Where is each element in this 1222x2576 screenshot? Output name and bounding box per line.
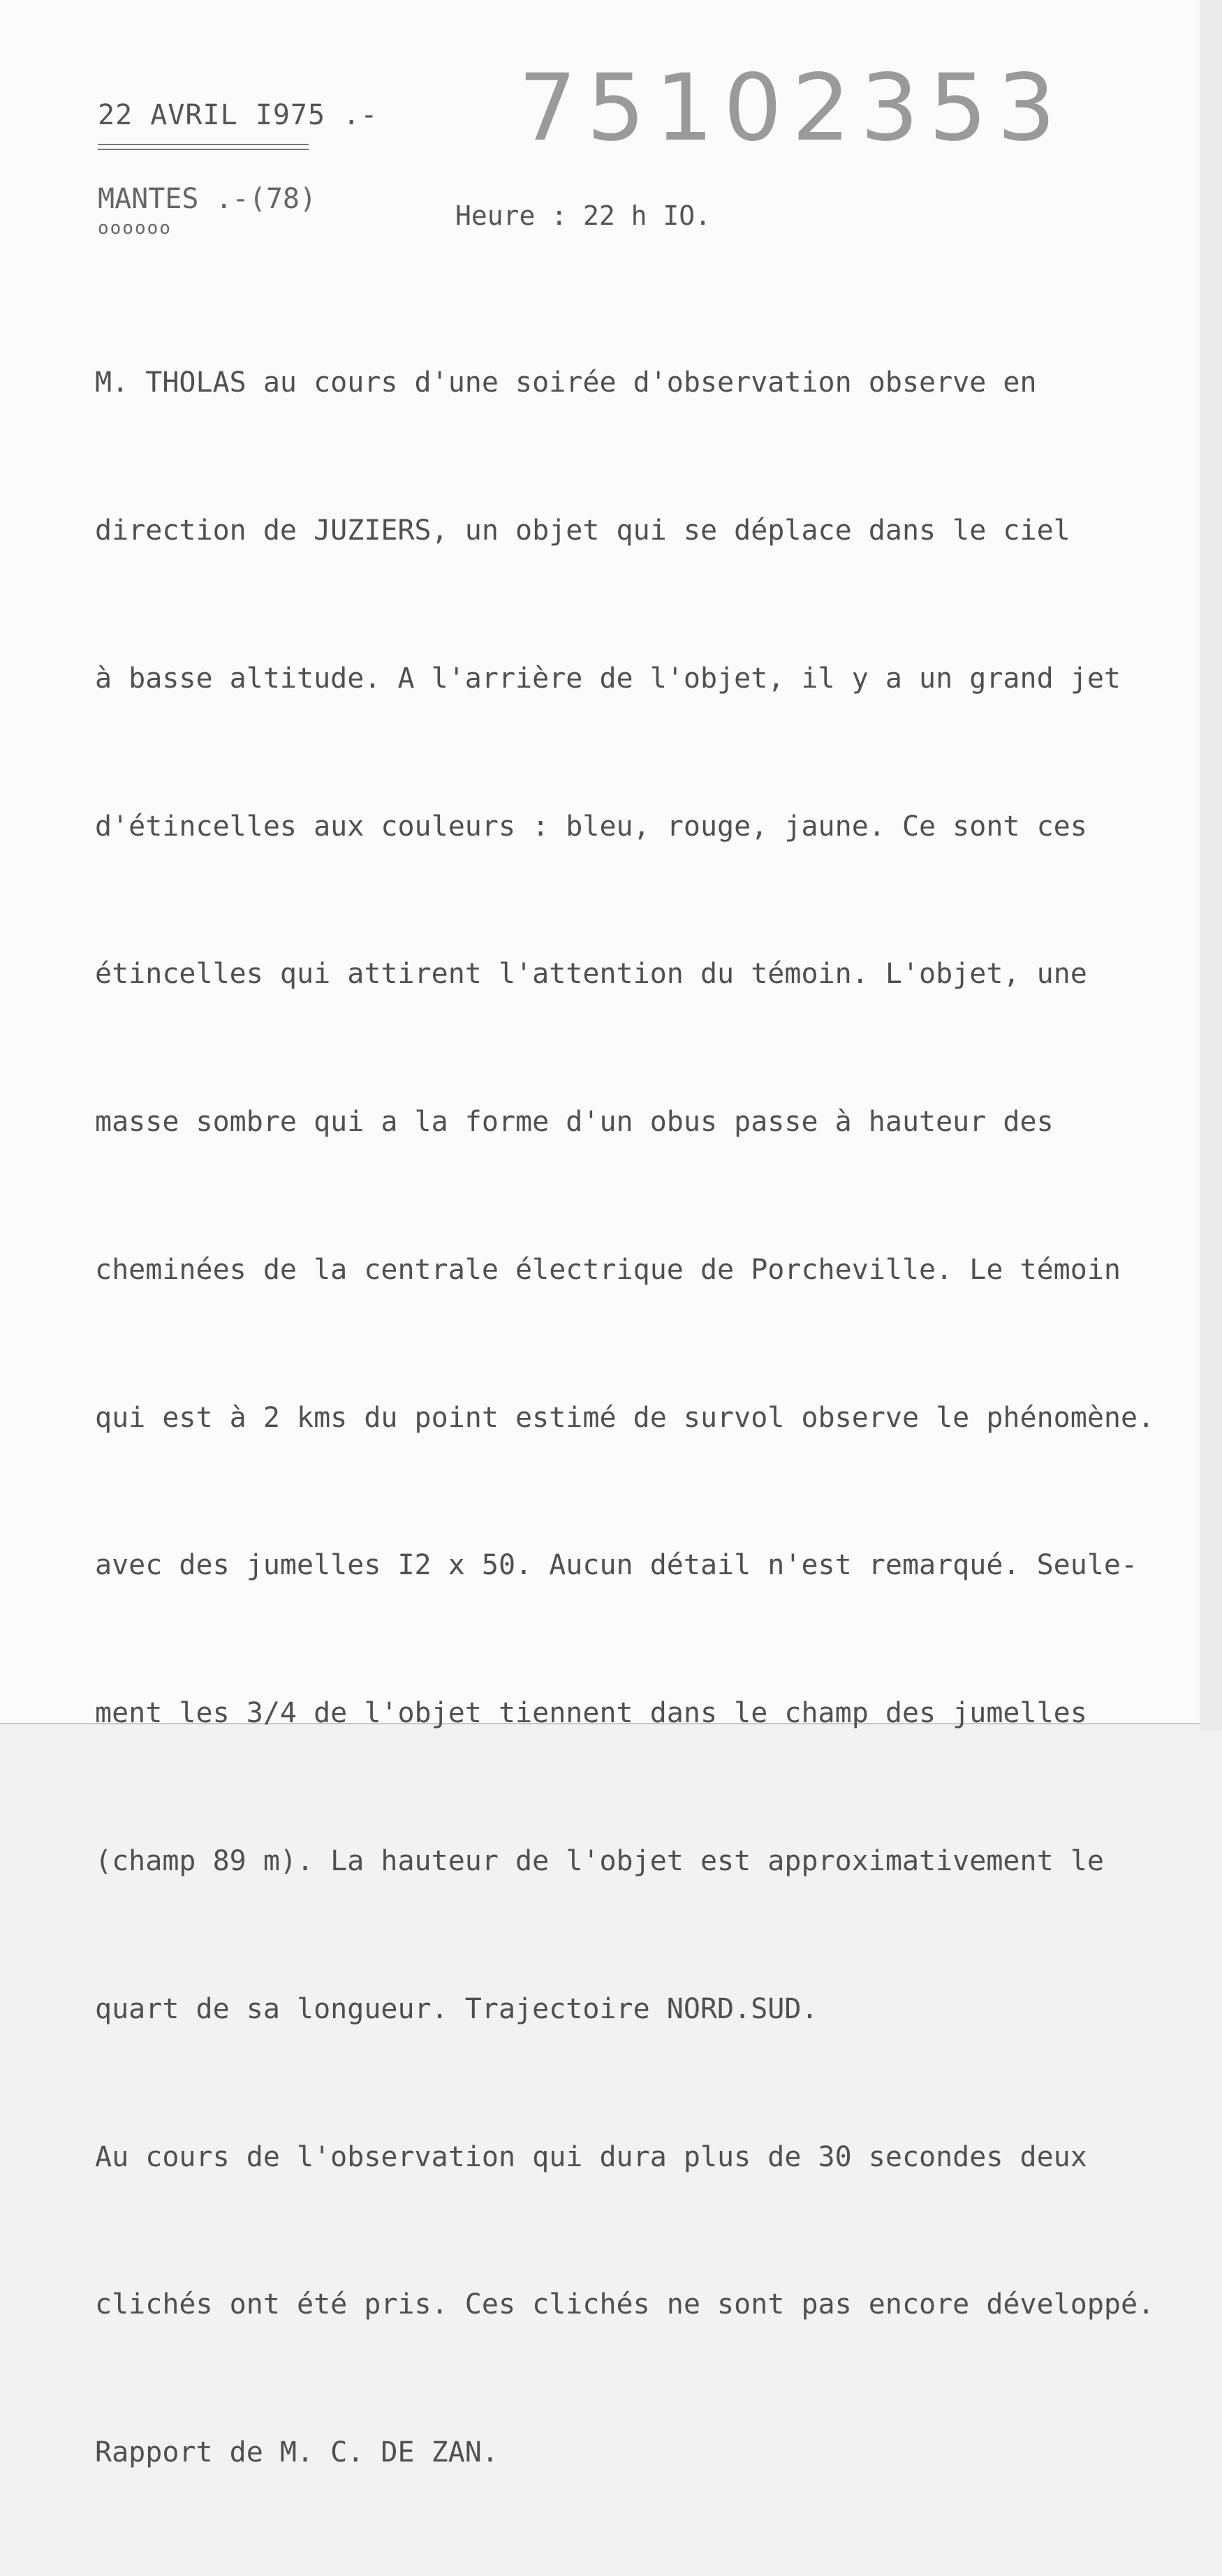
body-line: (champ 89 m). La hauteur de l'objet est approximativement le <box>95 1845 1104 1877</box>
body-line: Au cours de l'observation qui dura plus de 30 secondes deux <box>95 2140 1087 2173</box>
report-date: 22 AVRIL I975 .- <box>98 99 378 131</box>
body-line: étincelles qui attirent l'attention du témoin. L'objet, une <box>95 958 1087 991</box>
observation-time: Heure : 22 h IO. <box>455 200 712 231</box>
body-line: quart de sa longueur. Trajectoire NORD.SUD. <box>95 1992 818 2025</box>
report-body <box>95 260 1155 2576</box>
body-line: masse sombre qui a la forme d'un obus passe à hauteur des <box>95 1106 1054 1139</box>
document-number-stamp: 75102353 <box>518 54 1066 162</box>
body-line: M. THOLAS au cours d'une soirée d'observation observe en <box>95 367 1037 399</box>
location-heading: MANTES .-(78) <box>98 183 317 215</box>
body-line: d'étincelles aux couleurs : bleu, rouge, jaune. Ce sont ces <box>95 810 1087 843</box>
scan-edge <box>1200 0 1222 1731</box>
body-line: Rapport de M. C. DE ZAN. <box>95 2436 499 2469</box>
body-line: ment les 3/4 de l'objet tiennent dans le champ des jumelles <box>95 1697 1087 1730</box>
date-underline <box>98 144 309 150</box>
body-line: avec des jumelles I2 x 50. Aucun détail n'est remarqué. Seule- <box>95 1549 1138 1582</box>
body-line: qui est à 2 kms du point estimé de survol observe le phénomène. <box>95 1401 1155 1434</box>
body-line: cheminées de la centrale électrique de Porcheville. Le témoin <box>95 1253 1121 1286</box>
location-underline-marks: oooooo <box>98 218 172 239</box>
body-line: à basse altitude. A l'arrière de l'objet, il y a un grand jet <box>95 662 1121 695</box>
body-line: clichés ont été pris. Ces clichés ne sont pas encore développé. <box>95 2288 1155 2321</box>
body-line: direction de JUZIERS, un objet qui se déplace dans le ciel <box>95 514 1070 547</box>
